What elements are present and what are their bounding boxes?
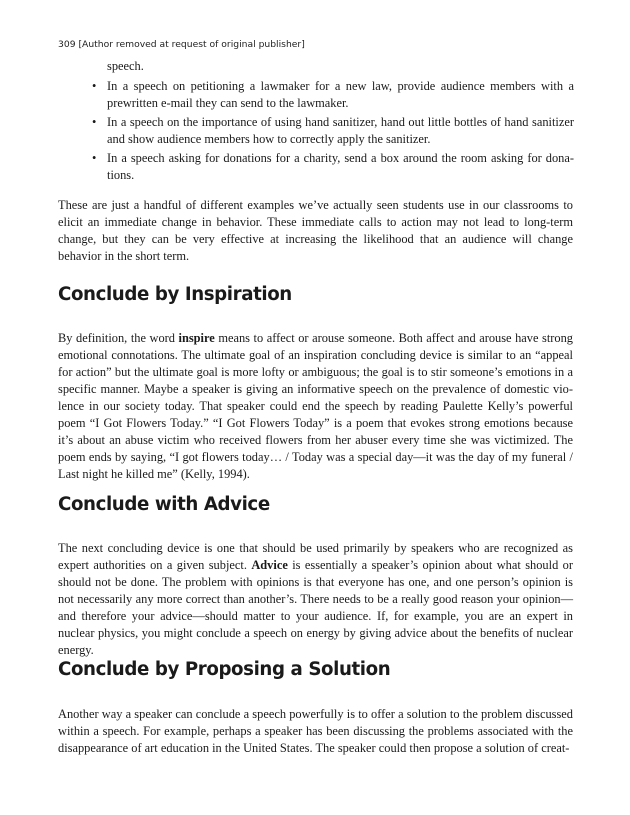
bullet-icon: • [92, 79, 97, 93]
list-item [92, 150, 574, 184]
solution-paragraph: Another way a speaker can conclude a speech powerfully is to offer a solution to the problem discussed within a speech. For example, perhaps a speaker has been discussing the problems associated with the disappearance of art education in the United States. The speaker could then propose a solution of creat- [58, 707, 573, 755]
continuation-text: speech. [107, 59, 144, 73]
list-item-text: In a speech on the importance of using hand sanitizer, hand out little bottles of hand sanitizer and show audience members how to correctly apply the sanitizer. [107, 115, 574, 146]
running-header: 309 [Author removed at request of original publisher] [58, 39, 305, 50]
inspiration-paragraph [58, 330, 573, 483]
advice-term: Advice [251, 558, 288, 572]
section-heading-solution: Conclude by Proposing a Solution [58, 659, 391, 680]
advice-text-before: The next concluding device is one that should be used primarily by speakers who are recognized as expert authorities on a given subject. [58, 541, 573, 572]
inspiration-text-before: By definition, the word [58, 331, 179, 345]
inspiration-term: inspire [178, 331, 215, 345]
list-item [92, 78, 574, 112]
section-heading-advice: Conclude with Advice [58, 494, 270, 515]
section-heading-inspiration: Conclude by Inspiration [58, 284, 292, 305]
advice-paragraph [58, 540, 573, 659]
list-item-text: In a speech on petitioning a lawmaker for a new law, provide audience members with a prewritten e-mail they can send to the lawmaker. [107, 79, 574, 110]
bullet-icon: • [92, 115, 97, 129]
bullet-list [92, 78, 574, 186]
advice-text-after: is essentially a speaker’s opinion about what should or should not be done. The problem with opinions is that everyone has one, and one person’s opinion is not necessarily any more correct than another’s. There needs to be a really good reason your opinion—and therefore your advice—should matter to your audience. If, for example, you are an expert in nuclear physics, you might conclude a speech on energy by giving advice about the benefits of nuclear energy. [58, 558, 573, 657]
list-item-text: In a speech asking for donations for a charity, send a box around the room asking for dona-tions. [107, 151, 574, 182]
list-item [92, 114, 574, 148]
inspiration-text-after: means to affect or arouse someone. Both affect and arouse have strong emotional connotations. The ultimate goal of an inspiration concluding device is similar to an “appeal for action” but the ultimate goal is more lofty or ambiguous; the goal is to stir someone’s emotions in a specific manner. Maybe a speaker is giving an informative speech on the prevalence of domestic vio-lence in our society today. That speaker could end the speech by reading Paulette Kelly’s powerful poem “I Got Flowers Today.” “I Got Flowers Today” is a poem that evokes strong emotions because it’s about an abuse victim who received flowers from her abuser every time she was victimized. The poem ends by saying, “I got flowers today… / Today was a special day—it was the day of my funeral / Last night he killed me” (Kelly, 1994). [58, 331, 573, 481]
intro-paragraph: These are just a handful of different examples we’ve actually seen students use in our classrooms to elicit an immediate change in behavior. These immediate calls to action may not lead to long-term change, but they can be very effective at increasing the likelihood that an audience will change behavior in the short term. [58, 198, 573, 263]
bullet-icon: • [92, 151, 97, 165]
